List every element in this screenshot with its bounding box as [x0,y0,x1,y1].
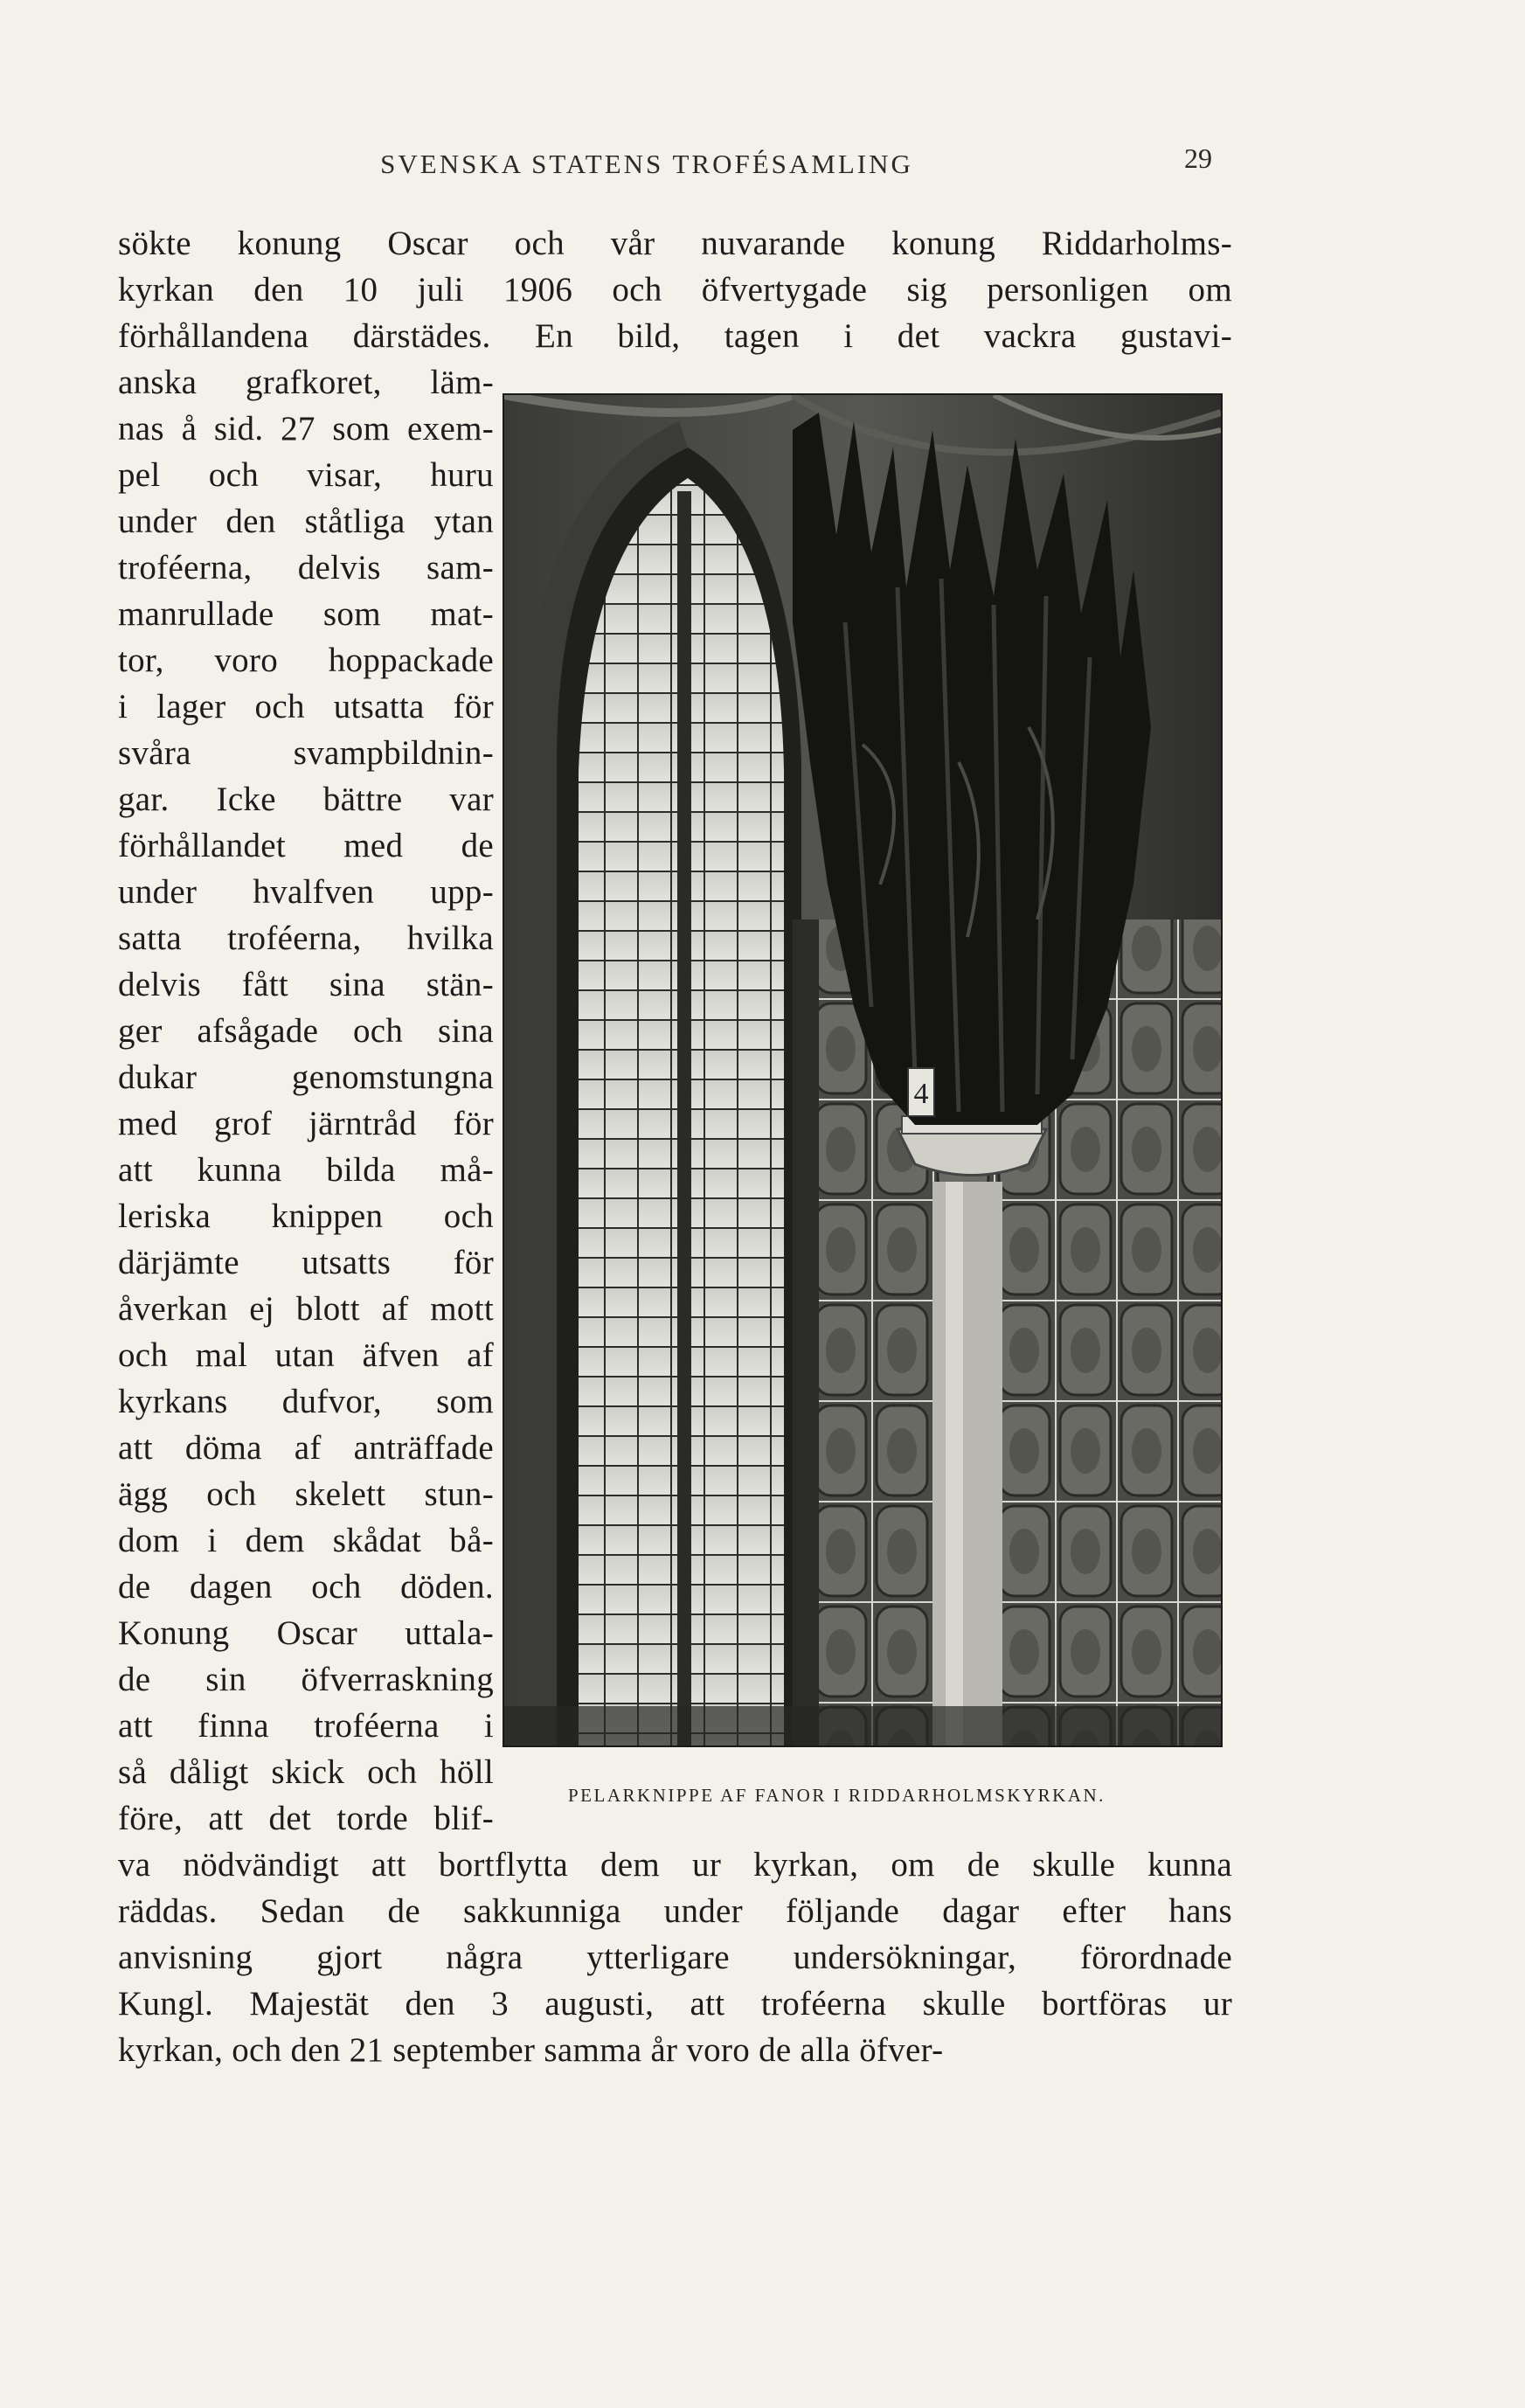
body-line: att kunna bilda må- [118,1151,494,1189]
body-line: manrullade som mat- [118,595,494,633]
body-line: med grof järntråd för [118,1105,494,1142]
body-line: kyrkan den 10 juli 1906 och öfvertygade sig personligen om [118,271,1232,309]
body-line: Kungl. Majestät den 3 augusti, att troféerna skulle bortföras ur [118,1985,1232,2023]
body-line: ägg och skelett stun- [118,1475,494,1513]
body-line: i lager och utsatta för [118,688,494,725]
figure-caption: PELARKNIPPE AF FANOR I RIDDARHOLMSKYRKAN. [568,1785,1106,1806]
body-line: sökte konung Oscar och vår nuvarande konung Riddarholms- [118,225,1232,262]
body-line: de dagen och döden. [118,1568,494,1606]
body-line: pel och visar, huru [118,456,494,494]
body-line: åverkan ej blott af mott [118,1290,494,1328]
body-line: anska grafkoret, läm- [118,364,494,401]
body-line: gar. Icke bättre var [118,781,494,818]
body-line: under den ståtliga ytan [118,503,494,540]
body-line: dom i dem skådat bå- [118,1522,494,1559]
body-line: förhållandena därstädes. En bild, tagen i det vackra gustavi- [118,317,1232,355]
body-line: och mal utan äfven af [118,1336,494,1374]
body-line: kyrkan, och den 21 september samma år voro de alla öfver- [118,2031,944,2069]
body-line: anvisning gjort några ytterligare undersökningar, förordnade [118,1939,1232,1976]
body-line: Konung Oscar uttala- [118,1614,494,1652]
body-line: va nödvändigt att bortflytta dem ur kyrkan, om de skulle kunna [118,1846,1232,1884]
body-line: svåra svampbildnin- [118,734,494,772]
photo-illustration [504,395,1221,1745]
body-line: under hvalfven upp- [118,873,494,911]
body-line: före, att det torde blif- [118,1800,494,1837]
body-line: nas å sid. 27 som exem- [118,410,494,448]
body-line: räddas. Sedan de sakkunniga under följande dagar efter hans [118,1892,1232,1930]
body-line: troféerna, delvis sam- [118,549,494,586]
body-line: dukar genomstungna [118,1058,494,1096]
body-line: att finna troféerna i [118,1707,494,1745]
body-line: förhållandet med de [118,827,494,864]
body-line: så dåligt skick och höll [118,1753,494,1791]
body-line: tor, voro hoppackade [118,642,494,679]
body-line: satta troféerna, hvilka [118,919,494,957]
body-line: ger afsågade och sina [118,1012,494,1050]
page-number: 29 [1184,142,1212,174]
body-line: de sin öfverraskning [118,1661,494,1698]
pillar-number-label: 4 [913,1078,929,1110]
body-line: kyrkans dufvor, som [118,1383,494,1420]
photograph-banner-cluster [503,393,1223,1747]
running-head: SVENSKA STATENS TROFÉSAMLING [380,149,913,179]
body-line: därjämte utsatts för [118,1244,494,1281]
body-line: att döma af anträffade [118,1429,494,1467]
body-line: delvis fått sina stän- [118,966,494,1003]
body-line: leriska knippen och [118,1197,494,1235]
